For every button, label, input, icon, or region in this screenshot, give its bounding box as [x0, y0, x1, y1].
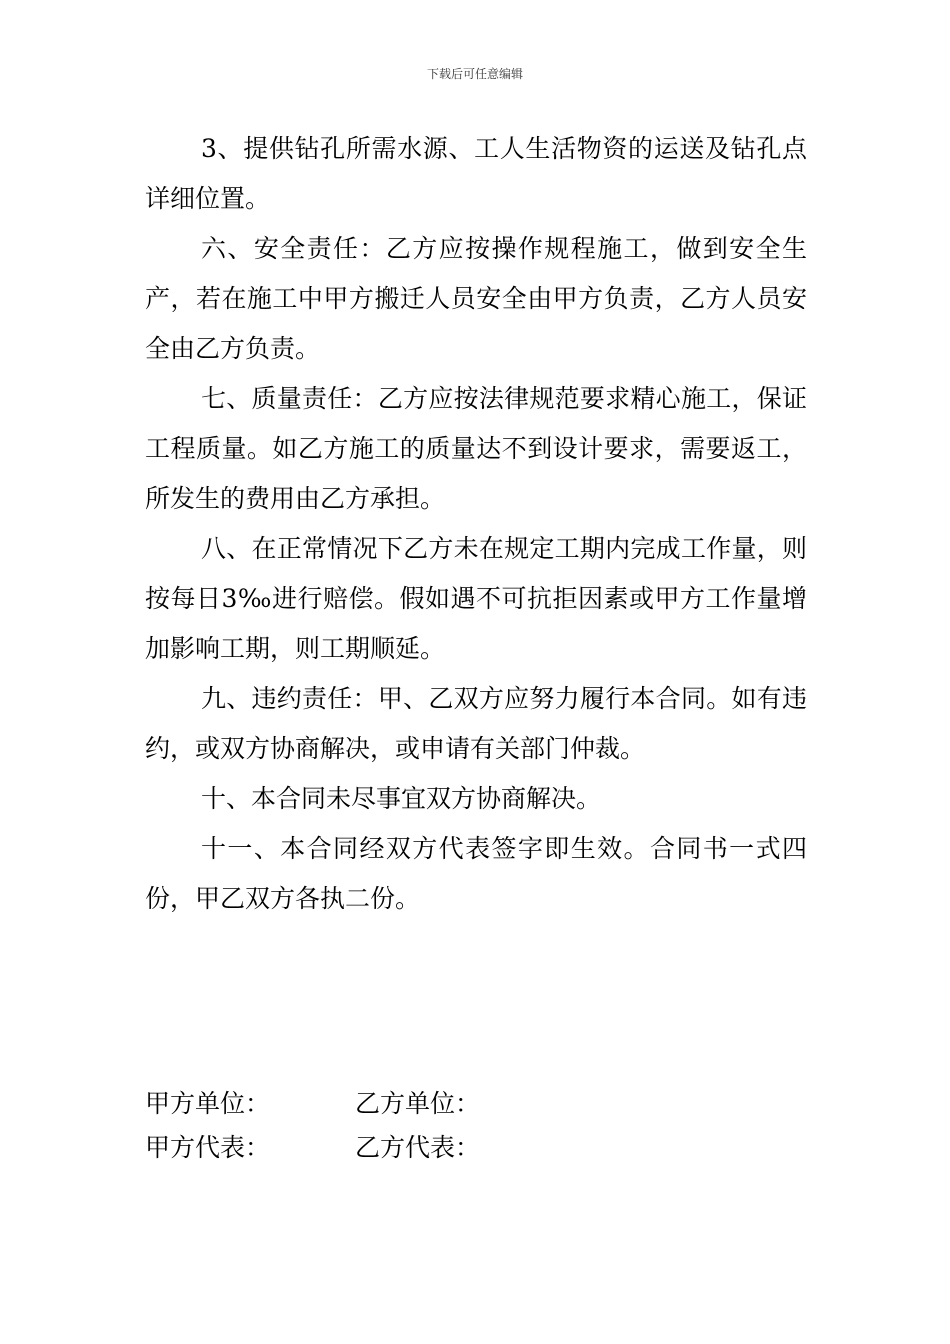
- clause-10-negotiation: 十、本合同未尽事宜双方协商解决。: [201, 784, 602, 813]
- clause-7-quality: 七、质量责任：乙方应按法律规范要求精心施工，保证工程质量。如乙方施工的质量达不到设计要求，需要返工，所发生的费用由乙方承担。: [145, 384, 807, 513]
- contract-body: [145, 124, 807, 924]
- clause-3-supply: 3、提供钻孔所需水源、工人生活物资的运送及钻孔点详细位置。: [145, 134, 807, 213]
- signature-row-unit: [145, 1080, 807, 1124]
- party-a-rep-label: 甲方代表：: [145, 1133, 271, 1162]
- party-a-unit-label: 甲方单位：: [145, 1089, 271, 1118]
- clause-9-breach: 九、违约责任：甲、乙双方应努力履行本合同。如有违约，或双方协商解决，或申请有关部门仲裁。: [145, 684, 807, 763]
- clause-11-effect: 十一、本合同经双方代表签字即生效。合同书一式四份，甲乙双方各执二份。: [145, 834, 807, 913]
- party-b-rep-label: 乙方代表：: [355, 1133, 481, 1162]
- clause-8-delay: 八、在正常情况下乙方未在规定工期内完成工作量，则按每日3‰进行赔偿。假如遇不可抗拒因素或甲方工作量增加影响工期，则工期顺延。: [145, 534, 807, 663]
- signature-block: [145, 1080, 807, 1168]
- clause-6-safety: 六、安全责任：乙方应按操作规程施工，做到安全生产，若在施工中甲方搬迁人员安全由甲方负责，乙方人员安全由乙方负责。: [145, 234, 807, 363]
- party-b-unit-label: 乙方单位：: [355, 1089, 481, 1118]
- page-header-note: 下载后可任意编辑: [426, 67, 523, 81]
- signature-row-rep: [145, 1124, 807, 1168]
